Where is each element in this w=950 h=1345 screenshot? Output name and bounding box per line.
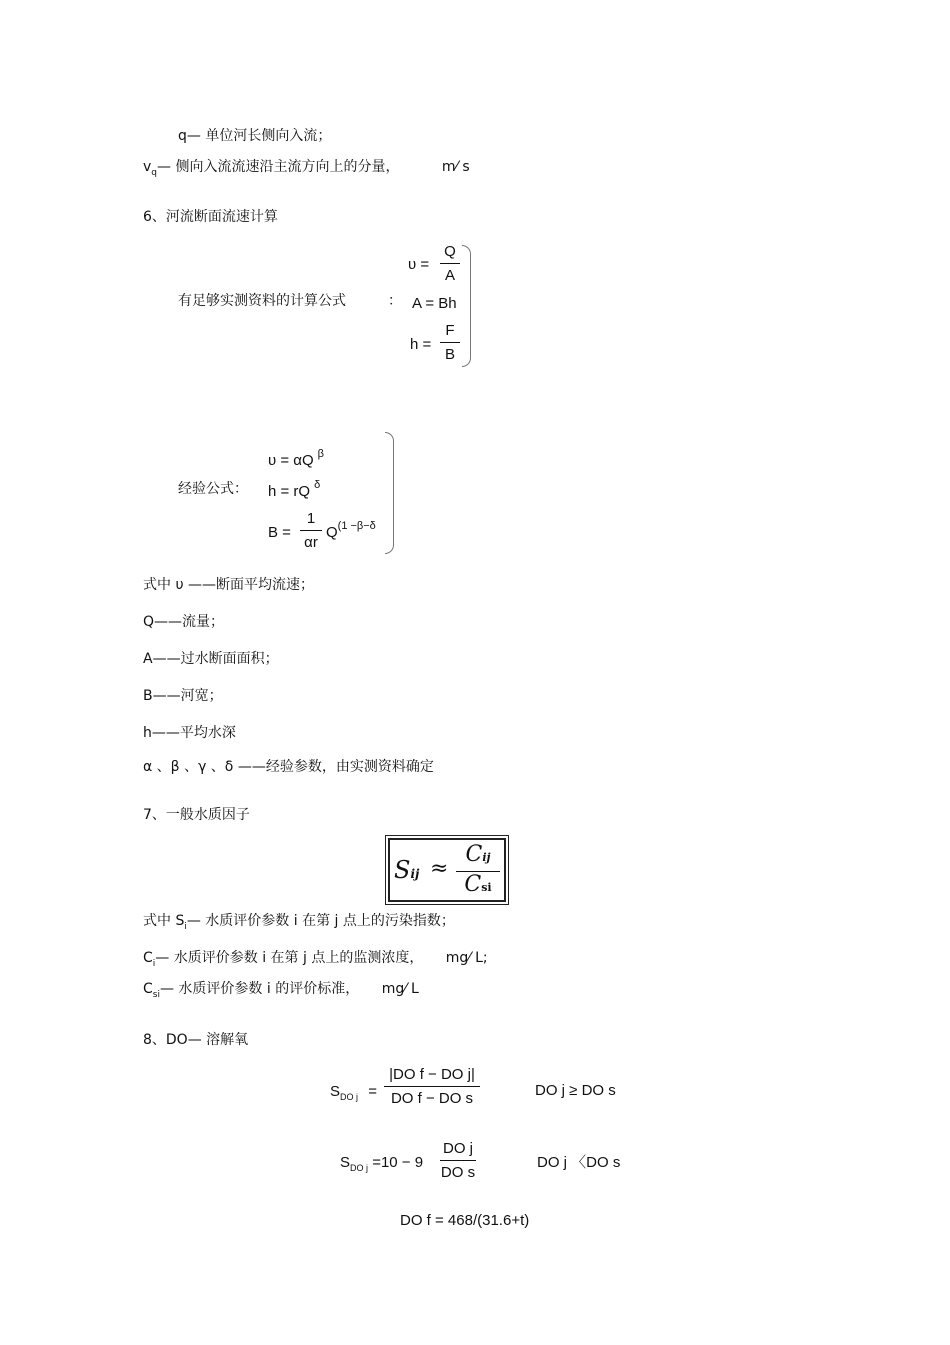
def-s-ij-text: — 水质评价参数 i 在第 j 点上的污染指数； — [186, 913, 455, 929]
do-index-1-equals: = — [368, 1083, 377, 1100]
c-ij-numerator — [456, 842, 500, 871]
empirical-depth — [268, 479, 321, 502]
empirical-width-rhs — [326, 520, 376, 543]
def-c-i-prefix: C — [143, 950, 153, 966]
def-c-i-text: — 水质评价参数 i 在第 j 点上的监测浓度， — [155, 950, 424, 966]
right-brace-1 — [462, 245, 471, 367]
do-index-1-base: S — [330, 1083, 341, 1100]
pollution-index-formula — [388, 838, 506, 902]
velocity-fraction — [440, 243, 460, 285]
velocity-numerator: Q — [444, 243, 456, 260]
def-s-ij — [143, 912, 455, 932]
measured-colon: ： — [388, 293, 402, 309]
empirical-depth-exponent: δ — [314, 479, 321, 491]
vq-symbol: v — [143, 159, 152, 175]
do-index-2-rhs: =10 − 9 — [372, 1154, 424, 1171]
vq-subscript: q — [151, 168, 158, 178]
area-equation: A = Bh — [412, 295, 457, 312]
def-area: A——过水断面面积； — [143, 651, 279, 667]
fraction-bar — [300, 530, 322, 531]
do-index-2-subscript: DO j — [350, 1163, 369, 1173]
def-c-si-prefix: C — [143, 981, 153, 997]
do-index-2-denominator: DO s — [440, 1164, 476, 1181]
c-ij-subscript: ij — [482, 851, 491, 864]
c-si-denominator — [456, 872, 500, 901]
def-c-i-unit: mg⁄ L; — [445, 950, 488, 966]
empirical-velocity — [268, 448, 324, 471]
def-velocity: 式中 υ ——断面平均流速； — [143, 577, 315, 593]
measured-formula-label: 有足够实测资料的计算公式 — [178, 293, 346, 309]
empirical-width-denominator: αr — [304, 534, 318, 551]
c-si-subscript: si — [481, 881, 492, 894]
def-c-si-text: — 水质评价参数 i 的评价标准， — [159, 981, 360, 997]
def-c-i-subscript: i — [152, 959, 156, 969]
fraction-bar — [440, 1160, 476, 1161]
vq-definition — [143, 158, 470, 178]
do-index-2-base: S — [340, 1154, 351, 1171]
depth-numerator: F — [445, 322, 455, 339]
approx-operator: ≈ — [430, 856, 449, 881]
empirical-width-lhs: B = — [268, 524, 291, 541]
def-c-si-unit: mg⁄ L — [381, 981, 419, 997]
fraction-bar — [384, 1086, 480, 1087]
do-index-1-condition: DO j ≥ DO s — [535, 1082, 616, 1099]
s-ij-symbol — [394, 856, 419, 884]
def-c-i — [143, 949, 488, 969]
def-c-si — [143, 980, 419, 1000]
empirical-formula-label: 经验公式： — [178, 481, 248, 497]
def-width: B——河宽； — [143, 688, 223, 704]
do-index-2-lhs — [340, 1154, 423, 1173]
section-6-heading: 6、河流断面流速计算 — [143, 209, 278, 225]
fraction-bar — [440, 263, 460, 264]
right-brace-2 — [385, 432, 394, 554]
empirical-velocity-base: υ = αQ — [268, 452, 314, 469]
depth-denominator: B — [444, 346, 455, 363]
section-8-heading: 8、DO— 溶解氧 — [143, 1032, 249, 1048]
s-ij-base: S — [394, 856, 411, 884]
do-saturation-formula: DO f = 468/(31.6+t) — [400, 1212, 530, 1229]
def-c-si-subscript: si — [152, 990, 160, 1000]
q-definition: q— 单位河长侧向入流； — [178, 128, 332, 144]
velocity-lhs: υ = — [408, 256, 430, 273]
do-index-2-numerator: DO j — [443, 1140, 473, 1157]
vq-unit: m⁄ s — [441, 159, 470, 175]
empirical-depth-base: h = rQ — [268, 483, 311, 500]
do-index-1-fraction — [384, 1066, 480, 1108]
do-index-1-denominator: DO f − DO s — [390, 1090, 474, 1107]
depth-lhs: h = — [410, 336, 432, 353]
empirical-velocity-exponent: β — [317, 448, 324, 460]
do-index-1-numerator: |DO f − DO j| — [389, 1066, 475, 1083]
def-s-ij-prefix: 式中 S — [143, 913, 185, 929]
vq-text: — 侧向入流流速沿主流方向上的分量， — [157, 159, 400, 175]
s-ij-subscript: ij — [410, 867, 420, 881]
section-7-heading: 7、一般水质因子 — [143, 807, 250, 823]
do-index-1-lhs — [330, 1083, 377, 1102]
def-parameters: α 、β 、γ 、δ ——经验参数，由实测资料确定 — [143, 759, 434, 775]
c-si-base: C — [464, 872, 482, 897]
velocity-denominator: A — [444, 267, 455, 284]
s-ij-fraction — [456, 842, 500, 901]
def-s-ij-subscript: i — [184, 922, 187, 932]
empirical-width-q: Q — [326, 524, 338, 541]
do-index-2-condition: DO j 〈DO s — [537, 1154, 621, 1171]
depth-fraction — [440, 322, 460, 364]
c-ij-base: C — [465, 842, 483, 867]
empirical-width-numerator: 1 — [306, 510, 316, 527]
do-index-2-fraction — [440, 1140, 476, 1182]
empirical-width-fraction — [300, 510, 322, 552]
def-flow: Q——流量； — [143, 614, 225, 630]
fraction-bar — [440, 342, 460, 343]
do-index-1-subscript: DO j — [340, 1092, 359, 1102]
empirical-width-exponent: (1 −β−δ — [337, 520, 376, 532]
def-depth: h——平均水深 — [143, 725, 236, 741]
